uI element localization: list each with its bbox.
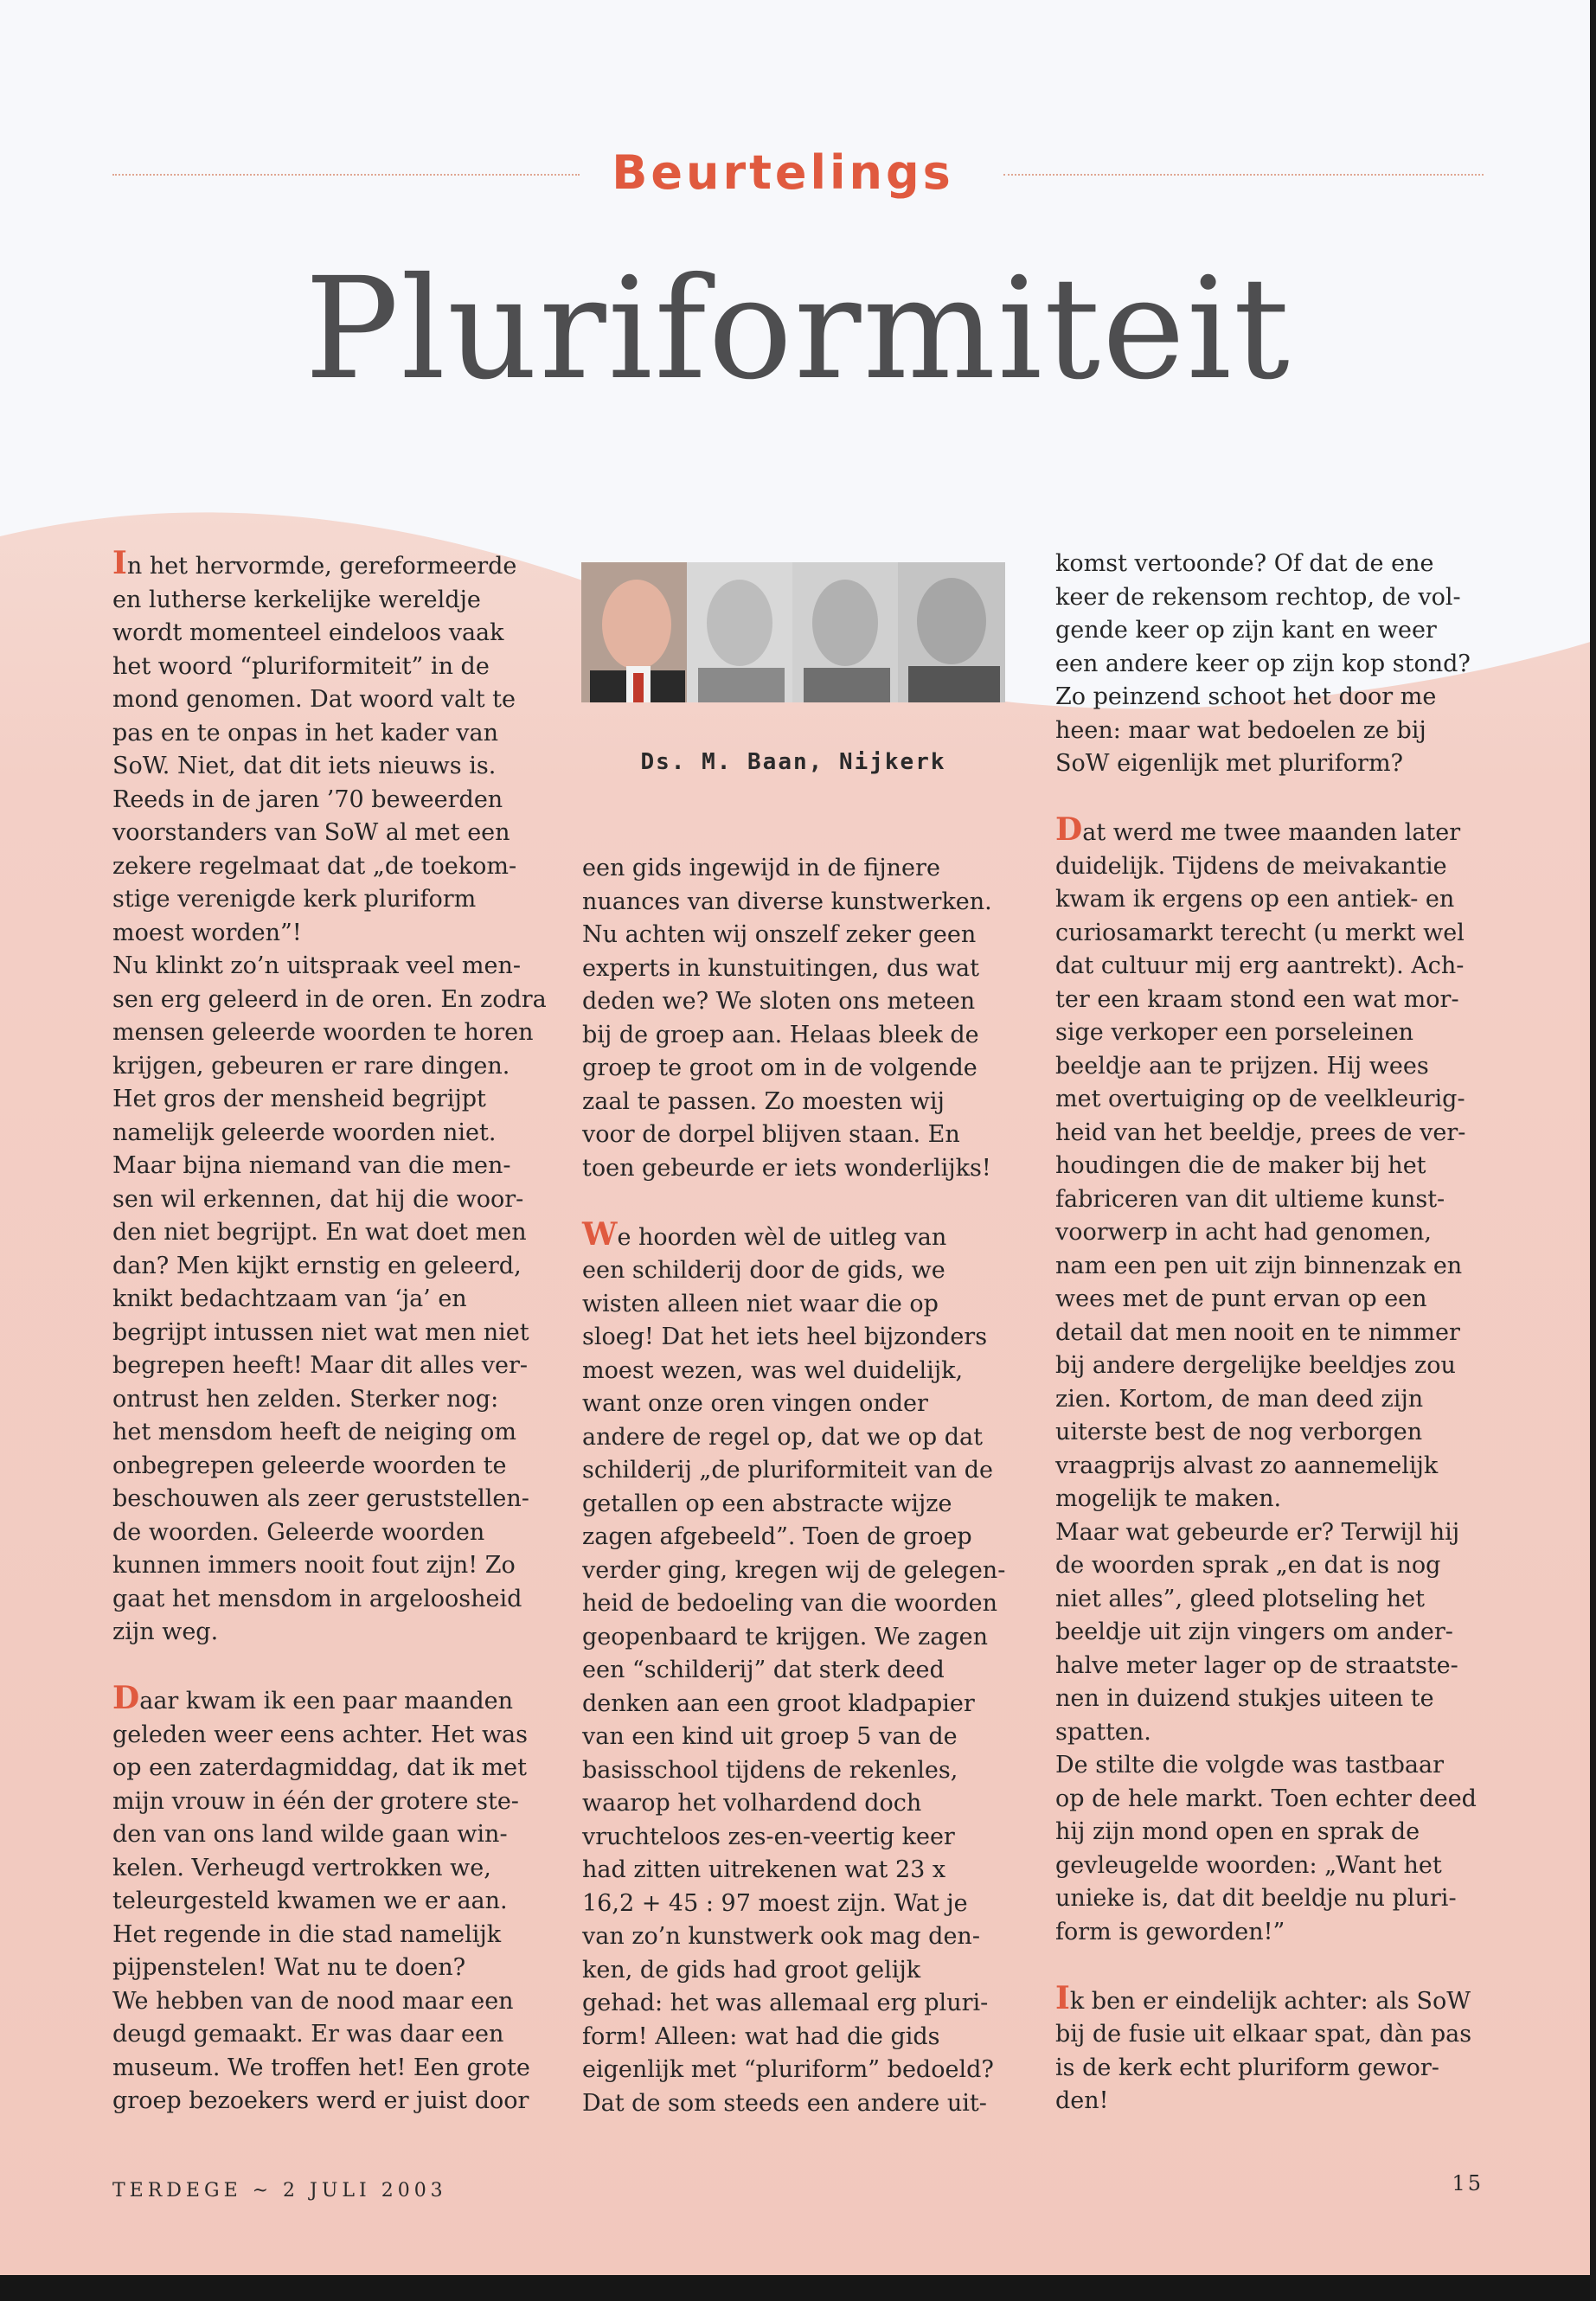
text-line bbox=[582, 1821, 1032, 1855]
text-line bbox=[1055, 648, 1505, 682]
text-line bbox=[1055, 1150, 1505, 1183]
line-text: basisschool tijdens de rekenles, bbox=[582, 1756, 958, 1784]
paragraph-2 bbox=[1055, 811, 1505, 1949]
text-line bbox=[582, 1321, 1032, 1355]
drop-cap: W bbox=[582, 1215, 618, 1253]
text-line bbox=[1055, 1749, 1505, 1783]
line-text: form is geworden!” bbox=[1055, 1918, 1285, 1945]
text-line bbox=[1055, 1979, 1505, 2019]
text-line bbox=[112, 1985, 562, 2019]
line-text: begrepen heeft! Maar dit alles ver- bbox=[112, 1352, 529, 1379]
line-text: wordt momenteel eindeloos vaak bbox=[112, 619, 504, 646]
text-line bbox=[1055, 715, 1505, 748]
line-text: gehad: het was allemaal erg pluri- bbox=[582, 1990, 989, 2016]
text-line bbox=[112, 1516, 562, 1550]
line-text: vraagprijs alvast zo aannemelijk bbox=[1055, 1452, 1439, 1479]
text-line bbox=[112, 817, 562, 850]
text-line bbox=[1055, 1849, 1505, 1883]
line-text: andere de regel op, dat we op dat bbox=[582, 1423, 983, 1451]
text-line bbox=[582, 1621, 1032, 1655]
drop-cap: I bbox=[1055, 1979, 1070, 2016]
line-text: mijn vrouw in één der grotere ste- bbox=[112, 1787, 519, 1815]
text-line bbox=[1055, 1050, 1505, 1084]
text-line bbox=[112, 1785, 562, 1819]
text-line bbox=[1055, 1483, 1505, 1516]
line-text: unieke is, dat dit beeldje nu pluri- bbox=[1055, 1885, 1457, 1912]
text-line bbox=[112, 1216, 562, 1250]
line-text: groep bezoekers werd er juist door bbox=[112, 2087, 529, 2114]
text-line bbox=[1055, 811, 1505, 850]
portrait-photo-2 bbox=[687, 562, 792, 702]
line-text: ontrust hen zelden. Sterker nog: bbox=[112, 1385, 499, 1413]
text-line bbox=[1055, 850, 1505, 884]
footer-publication: TERDEGE ~ 2 JULI 2003 bbox=[112, 2180, 447, 2202]
line-text: een andere keer op zijn kop stond? bbox=[1055, 650, 1471, 677]
line-text: op de hele markt. Toen echter deed bbox=[1055, 1785, 1477, 1812]
line-text: van een kind uit groep 5 van de bbox=[582, 1723, 958, 1750]
line-text: nam een pen uit zijn binnenzak en bbox=[1055, 1252, 1463, 1279]
paragraph-1 bbox=[1055, 548, 1505, 781]
text-line bbox=[582, 1086, 1032, 1119]
text-line bbox=[112, 1752, 562, 1785]
line-text: heen: maar wat bedoelen ze bij bbox=[1055, 716, 1426, 744]
scan-edge-bottom bbox=[0, 2275, 1596, 2301]
text-line bbox=[1055, 1616, 1505, 1650]
line-text: en lutherse kerkelijke wereldje bbox=[112, 586, 481, 613]
column-1 bbox=[112, 545, 562, 2118]
text-line bbox=[1055, 1416, 1505, 1450]
line-text: spatten. bbox=[1055, 1718, 1151, 1746]
paragraph-1 bbox=[582, 852, 1032, 1185]
text-line bbox=[582, 2021, 1032, 2054]
line-text: schilderij „de pluriformiteit van de bbox=[582, 1457, 993, 1484]
text-line bbox=[582, 1454, 1032, 1488]
line-text: bij andere dergelijke beeldjes zou bbox=[1055, 1352, 1456, 1379]
line-text: groep te groot om in de volgende bbox=[582, 1054, 977, 1081]
text-line bbox=[112, 784, 562, 817]
text-line bbox=[112, 683, 562, 717]
column-2 bbox=[582, 852, 1032, 2120]
line-text: voor de dorpel blijven staan. En bbox=[582, 1121, 960, 1148]
text-line bbox=[1055, 2052, 1505, 2086]
line-text: had zitten uitrekenen wat 23 x bbox=[582, 1856, 946, 1883]
line-text: aar kwam ik een paar maanden bbox=[139, 1688, 513, 1715]
line-text: detail dat men nooit en te nimmer bbox=[1055, 1318, 1460, 1346]
text-line bbox=[1055, 1583, 1505, 1617]
text-line bbox=[1055, 747, 1505, 781]
text-line bbox=[112, 1885, 562, 1919]
line-text: komst vertoonde? Of dat de ene bbox=[1055, 550, 1434, 577]
text-line bbox=[112, 1183, 562, 1217]
drop-cap: D bbox=[112, 1680, 140, 1716]
text-line bbox=[112, 1616, 562, 1650]
paragraph-3 bbox=[1055, 1979, 1505, 2118]
section-label: Beurtelings bbox=[612, 145, 954, 200]
paragraph-1 bbox=[112, 545, 562, 1650]
line-text: e hoorden wèl de uitleg van bbox=[617, 1223, 947, 1251]
article-title: Pluriformiteit bbox=[304, 248, 1292, 411]
text-line bbox=[1055, 1216, 1505, 1250]
text-line bbox=[112, 1549, 562, 1583]
text-line bbox=[582, 1288, 1032, 1322]
line-text: geopenbaard te krijgen. We zagen bbox=[582, 1623, 989, 1650]
column-3 bbox=[1055, 548, 1505, 2118]
text-line bbox=[582, 1152, 1032, 1186]
line-text: moest wezen, was wel duidelijk, bbox=[582, 1356, 964, 1384]
line-text: uiterste best de nog verborgen bbox=[1055, 1419, 1423, 1445]
text-line bbox=[112, 1117, 562, 1150]
line-text: getallen op een abstracte wijze bbox=[582, 1490, 952, 1517]
text-line bbox=[112, 1852, 562, 1886]
text-line bbox=[582, 886, 1032, 920]
text-line bbox=[1055, 1250, 1505, 1284]
line-text: nuances van diverse kunstwerken. bbox=[582, 888, 992, 915]
text-line bbox=[112, 1818, 562, 1852]
line-text: gende keer op zijn kant en weer bbox=[1055, 617, 1437, 644]
line-text: bij de groep aan. Helaas bleek de bbox=[582, 1021, 979, 1048]
line-text: SoW. Niet, dat dit iets nieuws is. bbox=[112, 753, 497, 779]
text-line bbox=[582, 952, 1032, 986]
line-text: mond genomen. Dat woord valt te bbox=[112, 686, 516, 713]
drop-cap: D bbox=[1055, 811, 1083, 848]
line-text: dat cultuur mij erg aantrekt). Ach- bbox=[1055, 952, 1465, 979]
text-line bbox=[112, 1349, 562, 1383]
text-line bbox=[1055, 1183, 1505, 1217]
text-line bbox=[1055, 1117, 1505, 1150]
line-text: een gids ingewijd in de fijnere bbox=[582, 855, 940, 881]
line-text: sen erg geleerd in de oren. En zodra bbox=[112, 985, 547, 1013]
line-text: sen wil erkennen, dat hij die woor- bbox=[112, 1185, 524, 1213]
text-line bbox=[582, 852, 1032, 886]
text-line bbox=[112, 1919, 562, 1952]
line-text: Reeds in de jaren ’70 beweerden bbox=[112, 785, 503, 813]
line-text: want onze oren vingen onder bbox=[582, 1390, 928, 1417]
text-line bbox=[112, 1450, 562, 1484]
line-text: Dat de som steeds een andere uit- bbox=[582, 2089, 987, 2117]
text-line bbox=[1055, 1882, 1505, 1916]
text-line bbox=[1055, 1716, 1505, 1750]
text-line bbox=[582, 1521, 1032, 1554]
line-text: denken aan een groot kladpapier bbox=[582, 1689, 975, 1717]
line-text: moest worden”! bbox=[112, 919, 302, 946]
text-line bbox=[582, 1388, 1032, 1421]
line-text: knikt bedachtzaam van ‘ja’ en bbox=[112, 1285, 467, 1312]
line-text: deugd gemaakt. Er was daar een bbox=[112, 2021, 504, 2048]
drop-cap: I bbox=[112, 545, 127, 581]
line-text: Zo peinzend schoot het door me bbox=[1055, 683, 1437, 710]
line-text: heid van het beeldje, prees de ver- bbox=[1055, 1118, 1466, 1146]
text-line bbox=[582, 1052, 1032, 1086]
line-text: museum. We troffen het! Een grote bbox=[112, 2054, 530, 2081]
text-line bbox=[112, 1283, 562, 1317]
text-line bbox=[582, 1987, 1032, 2021]
text-line bbox=[1055, 1083, 1505, 1117]
line-text: kelen. Verheugd vertrokken we, bbox=[112, 1854, 491, 1881]
text-line bbox=[1055, 548, 1505, 581]
line-text: We hebben van de nood maar een bbox=[112, 1987, 514, 2015]
portrait-photo-1 bbox=[581, 562, 687, 702]
line-text: de woorden sprak „en dat is nog bbox=[1055, 1552, 1441, 1579]
line-text: den! bbox=[1055, 2087, 1109, 2114]
line-text: duidelijk. Tijdens de meivakantie bbox=[1055, 852, 1447, 880]
line-text: niet alles”, gleed plotseling het bbox=[1055, 1585, 1425, 1612]
line-text: ter een kraam stond een wat mor- bbox=[1055, 985, 1459, 1013]
portrait-strip bbox=[581, 562, 1005, 702]
portrait-photo-4 bbox=[898, 562, 1005, 702]
text-line bbox=[582, 1554, 1032, 1588]
text-line bbox=[1055, 2085, 1505, 2118]
line-text: beschouwen als zeer geruststellen- bbox=[112, 1485, 529, 1512]
text-line bbox=[112, 584, 562, 618]
line-text: met overtuiging op de veelkleurig- bbox=[1055, 1086, 1465, 1112]
text-line bbox=[112, 1150, 562, 1183]
portrait-photo-3 bbox=[792, 562, 898, 702]
text-line bbox=[582, 919, 1032, 952]
line-text: form! Alleen: wat had die gids bbox=[582, 2022, 940, 2050]
line-text: heid de bedoeling van die woorden bbox=[582, 1590, 998, 1617]
line-text: kwam ik ergens op een antiek- en bbox=[1055, 886, 1455, 913]
line-text: wees met de punt ervan op een bbox=[1055, 1285, 1427, 1312]
line-text: experts in kunstuitingen, dus wat bbox=[582, 954, 979, 982]
line-text: een schilderij door de gids, we bbox=[582, 1257, 945, 1284]
text-line bbox=[112, 545, 562, 584]
line-text: Het gros der mensheid begrijpt bbox=[112, 1086, 486, 1112]
text-line bbox=[582, 2054, 1032, 2087]
text-line bbox=[582, 1254, 1032, 1288]
text-line bbox=[582, 1888, 1032, 1921]
line-text: de woorden. Geleerde woorden bbox=[112, 1518, 485, 1546]
text-line bbox=[582, 1954, 1032, 1988]
text-line bbox=[582, 985, 1032, 1019]
line-text: ken, de gids had groot gelijk bbox=[582, 1956, 921, 1984]
line-text: houdingen die de maker bij het bbox=[1055, 1152, 1426, 1179]
line-text: zagen afgebeeld”. Toen de groep bbox=[582, 1523, 972, 1550]
line-text: waarop het volhardend doch bbox=[582, 1790, 922, 1817]
text-line bbox=[112, 984, 562, 1017]
text-line bbox=[582, 1654, 1032, 1688]
line-text: pijpenstelen! Wat nu te doen? bbox=[112, 1954, 466, 1981]
text-line bbox=[582, 1019, 1032, 1053]
line-text: Nu achten wij onszelf zeker geen bbox=[582, 921, 977, 948]
text-line bbox=[582, 1754, 1032, 1788]
text-line bbox=[1055, 1450, 1505, 1484]
text-line bbox=[112, 1483, 562, 1516]
line-text: at werd me twee maanden later bbox=[1082, 819, 1461, 846]
text-line bbox=[112, 750, 562, 784]
line-text: verder ging, kregen wij de gelegen- bbox=[582, 1556, 1006, 1584]
text-line bbox=[582, 1587, 1032, 1621]
text-line bbox=[1055, 614, 1505, 648]
text-line bbox=[1055, 1383, 1505, 1417]
text-line bbox=[582, 1421, 1032, 1455]
text-line bbox=[112, 883, 562, 917]
text-line bbox=[582, 1688, 1032, 1721]
line-text: De stilte die volgde was tastbaar bbox=[1055, 1752, 1445, 1779]
byline: Ds. M. Baan, Nijkerk bbox=[640, 749, 946, 775]
line-text: fabriceren van dit ultieme kunst- bbox=[1055, 1185, 1445, 1213]
line-text: sige verkoper een porseleinen bbox=[1055, 1019, 1414, 1046]
line-text: gaat het mensdom in argeloosheid bbox=[112, 1585, 522, 1612]
line-text: voorstanders van SoW al met een bbox=[112, 819, 510, 846]
line-text: stige verenigde kerk pluriform bbox=[112, 886, 477, 913]
line-text: n het hervormde, gereformeerde bbox=[126, 553, 517, 580]
text-line bbox=[582, 1355, 1032, 1388]
text-line bbox=[112, 1317, 562, 1350]
text-line bbox=[582, 1854, 1032, 1888]
text-line bbox=[1055, 917, 1505, 951]
line-text: gevleugelde woorden: „Want het bbox=[1055, 1851, 1442, 1879]
text-line bbox=[112, 1416, 562, 1450]
line-text: geleden weer eens achter. Het was bbox=[112, 1721, 529, 1748]
line-text: onbegrepen geleerde woorden te bbox=[112, 1452, 507, 1479]
text-line bbox=[112, 1250, 562, 1284]
text-line bbox=[1055, 1682, 1505, 1716]
line-text: is de kerk echt pluriform gewor- bbox=[1055, 2054, 1439, 2081]
line-text: vruchteloos zes-en-veertig keer bbox=[582, 1823, 955, 1850]
text-line bbox=[1055, 984, 1505, 1017]
text-line bbox=[112, 950, 562, 984]
text-line bbox=[112, 617, 562, 651]
line-text: zaal te passen. Zo moesten wij bbox=[582, 1087, 945, 1115]
line-text: van zo’n kunstwerk ook mag den- bbox=[582, 1923, 980, 1950]
line-text: bij de fusie uit elkaar spat, dàn pas bbox=[1055, 2021, 1472, 2048]
text-line bbox=[112, 2052, 562, 2086]
text-line bbox=[112, 1383, 562, 1417]
line-text: kunnen immers nooit fout zijn! Zo bbox=[112, 1552, 516, 1579]
text-line bbox=[112, 850, 562, 884]
text-line bbox=[112, 1050, 562, 1084]
line-text: een “schilderij” dat sterk deed bbox=[582, 1657, 945, 1683]
line-text: toen gebeurde er iets wonderlijks! bbox=[582, 1154, 991, 1182]
text-line bbox=[1055, 1916, 1505, 1950]
text-line bbox=[1055, 1783, 1505, 1817]
text-line bbox=[112, 2085, 562, 2118]
text-line bbox=[1055, 581, 1505, 615]
text-line bbox=[1055, 1016, 1505, 1050]
line-text: SoW eigenlijk met pluriform? bbox=[1055, 750, 1404, 777]
header-rule-left bbox=[112, 174, 580, 176]
line-text: hij zijn mond open en sprak de bbox=[1055, 1818, 1420, 1845]
scan-edge-right bbox=[1590, 0, 1596, 2301]
line-text: namelijk geleerde woorden niet. bbox=[112, 1118, 497, 1146]
line-text: 16,2 + 45 : 97 moest zijn. Wat je bbox=[582, 1889, 968, 1917]
line-text: keer de rekensom rechtop, de vol- bbox=[1055, 583, 1461, 611]
line-text: het mensdom heeft de neiging om bbox=[112, 1419, 517, 1445]
page-number: 15 bbox=[1452, 2171, 1484, 2195]
text-line bbox=[1055, 1283, 1505, 1317]
line-text: begrijpt intussen niet wat men niet bbox=[112, 1318, 529, 1346]
line-text: zijn weg. bbox=[112, 1618, 219, 1645]
line-text: Maar bijna niemand van die men- bbox=[112, 1152, 511, 1179]
text-line bbox=[1055, 1549, 1505, 1583]
text-line bbox=[1055, 681, 1505, 715]
line-text: mogelijk te maken. bbox=[1055, 1485, 1282, 1512]
paragraph-2 bbox=[582, 1215, 1032, 2121]
line-text: beeldje uit zijn vingers om ander- bbox=[1055, 1618, 1453, 1645]
text-line bbox=[112, 1952, 562, 1985]
text-line bbox=[1055, 1650, 1505, 1683]
text-line bbox=[112, 1016, 562, 1050]
text-line bbox=[582, 1787, 1032, 1821]
line-text: Het regende in die stad namelijk bbox=[112, 1920, 502, 1948]
line-text: zekere regelmaat dat „de toekom- bbox=[112, 852, 517, 880]
line-text: krijgen, gebeuren er rare dingen. bbox=[112, 1052, 510, 1080]
line-text: nen in duizend stukjes uiteen te bbox=[1055, 1685, 1434, 1712]
line-text: eigenlijk met “pluriform” bedoeld? bbox=[582, 2056, 994, 2083]
paragraph-2 bbox=[112, 1682, 562, 2118]
line-text: wisten alleen niet waar die op bbox=[582, 1290, 939, 1317]
text-line bbox=[582, 1215, 1032, 1255]
line-text: beeldje aan te prijzen. Hij wees bbox=[1055, 1052, 1429, 1080]
line-text: teleurgesteld kwamen we er aan. bbox=[112, 1888, 508, 1914]
line-text: dan? Men kijkt ernstig en geleerd, bbox=[112, 1252, 522, 1279]
line-text: op een zaterdagmiddag, dat ik met bbox=[112, 1754, 527, 1781]
line-text: den niet begrijpt. En wat doet men bbox=[112, 1219, 527, 1246]
text-line bbox=[1055, 2018, 1505, 2052]
text-line bbox=[582, 1721, 1032, 1754]
line-text: den van ons land wilde gaan win- bbox=[112, 1821, 508, 1848]
text-line bbox=[1055, 1516, 1505, 1550]
text-line bbox=[112, 1719, 562, 1753]
text-line bbox=[1055, 1816, 1505, 1849]
text-line bbox=[1055, 883, 1505, 917]
text-line bbox=[112, 2018, 562, 2052]
line-text: het woord “pluriformiteit” in de bbox=[112, 652, 490, 680]
line-text: sloeg! Dat het iets heel bijzonders bbox=[582, 1324, 988, 1350]
line-text: curiosamarkt terecht (u merkt wel bbox=[1055, 919, 1465, 946]
line-text: mensen geleerde woorden te horen bbox=[112, 1019, 534, 1046]
line-text: zien. Kortom, de man deed zijn bbox=[1055, 1385, 1424, 1413]
text-line bbox=[1055, 1349, 1505, 1383]
line-text: k ben er eindelijk achter: als SoW bbox=[1069, 1987, 1471, 2015]
text-line bbox=[582, 2087, 1032, 2121]
line-text: Nu klinkt zo’n uitspraak veel men- bbox=[112, 952, 522, 979]
line-text: halve meter lager op de straatste- bbox=[1055, 1651, 1458, 1679]
text-line bbox=[112, 917, 562, 951]
text-line bbox=[112, 1583, 562, 1617]
line-text: deden we? We sloten ons meteen bbox=[582, 988, 976, 1015]
text-line bbox=[112, 651, 562, 684]
line-text: pas en te onpas in het kader van bbox=[112, 719, 499, 747]
text-line bbox=[582, 1488, 1032, 1522]
text-line bbox=[112, 1083, 562, 1117]
text-line bbox=[112, 1682, 562, 1719]
text-line bbox=[582, 1920, 1032, 1954]
text-line bbox=[112, 717, 562, 751]
text-line bbox=[1055, 950, 1505, 984]
line-text: Maar wat gebeurde er? Terwijl hij bbox=[1055, 1518, 1460, 1546]
header-rule-right bbox=[1003, 174, 1484, 176]
text-line bbox=[582, 1118, 1032, 1152]
text-line bbox=[1055, 1317, 1505, 1350]
line-text: voorwerp in acht had genomen, bbox=[1055, 1219, 1432, 1246]
